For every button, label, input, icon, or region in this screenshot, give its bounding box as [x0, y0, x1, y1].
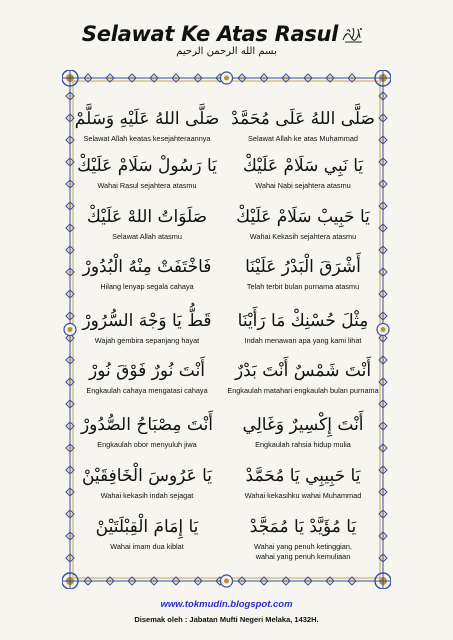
verse-left-4 — [57, 256, 237, 292]
arabic-text: أَنْتَ إِكْسِيرٌ وَغَالِي — [242, 415, 364, 435]
translation-text: Wahai Kekasih sejahtera atasmu — [249, 232, 357, 241]
translation-text: Engkaulah rahsia hidup mulia — [255, 440, 351, 449]
translation-text: Selawat Allah keatas kesejahteraannya — [83, 134, 211, 143]
arabic-text: يَا حَبِيبِي يَا مُحَمَّدْ — [245, 466, 361, 486]
translation-text: Wahai kekasih indah sejagat — [100, 491, 194, 500]
verse-right-5 — [213, 310, 393, 346]
verse-left-5 — [57, 310, 237, 346]
verse-left-3 — [57, 206, 237, 242]
arabic-text: قَطُّ يَا وَجْهَ السُّرُورْ — [82, 311, 212, 331]
arabic-text: يَا مُؤَيَّدْ يَا مُمَجَّدْ — [249, 517, 357, 537]
verse-left-9 — [57, 516, 237, 552]
verse-right-9 — [213, 516, 393, 562]
arabic-text: صَلَّى اللهُ عَلَيْهِ وَسَلَّمْ — [74, 109, 220, 129]
verse-left-7 — [57, 414, 237, 450]
translation-text: Selawat Allah ke atas Muhammad — [248, 134, 358, 143]
arabic-text: مِثْلَ حُسْنِكْ مَا رَأَيْنَا — [237, 311, 369, 331]
arabic-text: يَا رَسُولْ سَلَامْ عَلَيْكْ — [77, 156, 217, 176]
arabic-text: فَاخْتَفَتْ مِنْهُ الْبُدُورْ — [82, 257, 212, 277]
verse-right-6 — [213, 360, 393, 396]
translation-text: Wahai Nabi sejahtera atasmu — [255, 181, 351, 190]
verse-right-4 — [213, 256, 393, 292]
translation-text: Selawat Allah atasmu — [112, 232, 182, 241]
verse-right-2 — [213, 155, 393, 191]
arabic-text: صَلَّى اللهُ عَلَى مُحَمَّدْ — [231, 109, 375, 129]
translation-text: Telah terbit bulan purnama atasmu — [246, 282, 360, 291]
arabic-text: أَنْتَ نُورٌ فَوْقَ نُورْ — [89, 361, 205, 381]
verse-right-3 — [213, 206, 393, 242]
translation-text: Wahai Rasul sejahtera atasmu — [97, 181, 197, 190]
calligraphy-emblem-icon — [341, 25, 365, 45]
arabic-text: يَا حَبِيبْ سَلَامْ عَلَيْكْ — [236, 207, 370, 227]
translation-text: Wajah gembira sepanjang hayat — [94, 336, 200, 345]
translation-text: Hilang lenyap segala cahaya — [100, 282, 194, 291]
verse-left-8 — [57, 465, 237, 501]
arabic-text: يَا عَرُوسَ الْخَافِقَيْنْ — [81, 466, 213, 486]
footer-note: Disemak oleh : Jabatan Mufti Negeri Melaka, 1432H. — [134, 615, 319, 624]
verse-right-7 — [213, 414, 393, 450]
translation-text: Engkaulah matahari engkaulah bulan purnama — [227, 386, 379, 395]
arabic-text: أَنْتَ شَمْسٌ أَنْتَ بَدْرٌ — [234, 361, 372, 381]
verse-right-8 — [213, 465, 393, 501]
translation-text: Wahai kekasihku wahai Muhammad — [244, 491, 362, 500]
arabic-text: يَا إِمَامَ الْقِبْلَتَيْنْ — [95, 517, 199, 537]
page-title: Selawat Ke Atas Rasul — [81, 22, 339, 46]
translation-text: Wahai yang penuh ketinggian, — [254, 542, 352, 551]
footer-url[interactable]: www.tokmudin.blogspot.com — [160, 599, 293, 610]
translation-text: Engkaulah cahaya mengatasi cahaya — [86, 386, 208, 395]
arabic-text: يَا نَبِي سَلَامْ عَلَيْكْ — [242, 156, 364, 176]
translation-text-continued: wahai yang penuh kemuliaan — [255, 552, 351, 561]
translation-text: Indah menawan apa yang kami lihat — [244, 336, 362, 345]
arabic-text: أَنْتَ مِصْبَاحُ الصُّدُورْ — [80, 415, 214, 435]
basmala: بسم الله الرحمن الرحيم — [176, 46, 277, 57]
verse-left-2 — [57, 155, 237, 191]
arabic-text: أَشْرَقَ الْبَدْرُ عَلَيْنَا — [245, 257, 361, 277]
translation-text: Engkaulah obor menyuluh jiwa — [97, 440, 197, 449]
verse-left-1 — [57, 108, 237, 144]
translation-text: Wahai imam dua kiblat — [110, 542, 184, 551]
arabic-text: صَلَوَاتُ اللهْ عَلَيْكْ — [86, 207, 208, 227]
verse-left-6 — [57, 360, 237, 396]
verse-right-1 — [213, 108, 393, 144]
